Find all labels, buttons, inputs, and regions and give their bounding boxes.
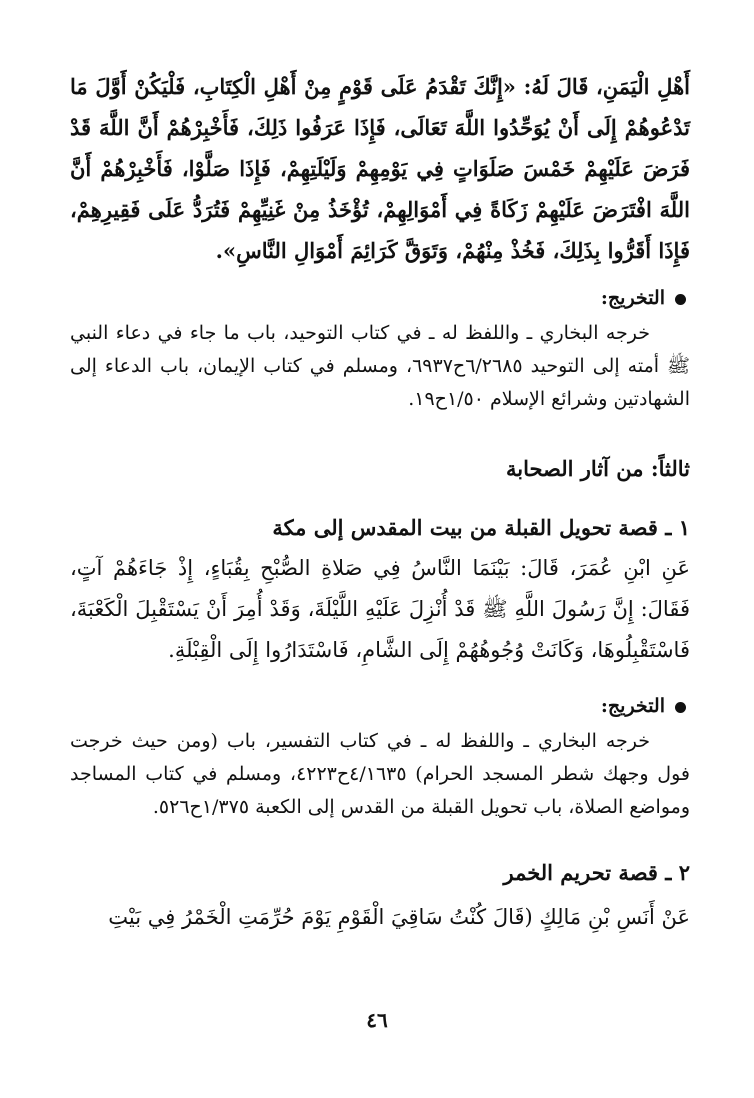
takhrij-paragraph: خرجه البخاري ـ واللفظ له ـ في كتاب التفسير، باب (ومن حيث خرجت فول وجهك شطر المسجد الحرام) ٤/١٦٣٥ح٤٢٢٣، ومسلم في كتاب المساجد ومواضع الصلاة، باب تحويل القبلة من القدس إلى الكعبة ١/٣٧٥ح٥٢٦. <box>70 730 690 818</box>
item-title: ٢ ـ قصة تحريم الخمر <box>503 860 690 885</box>
hadith-paragraph: عَنْ أَنَسِ بْنِ مَالِكٍ (قَالَ كُنْتُ سَاقِيَ الْقَوْمِ يَوْمَ حُرِّمَتِ الْخَمْرُ فِي بَيْتِ <box>108 905 690 929</box>
takhrij-heading-label: التخريج: <box>600 287 665 309</box>
hadith-paragraph: عَنِ ابْنِ عُمَرَ، قَالَ: بَيْنَمَا النَّاسُ فِي صَلاةِ الصُّبْحِ بِقُبَاءٍ، إِذْ جَاءَهُمْ آتٍ، فَقَالَ: إِنَّ رَسُولَ اللَّهِ ﷺ قَدْ أُنْزِلَ عَلَيْهِ اللَّيْلَةَ، وَقَدْ أُمِرَ أَنْ يَسْتَقْبِلَ الْكَعْبَةَ، فَاسْتَقْبِلُوهَا، وَكَانَتْ وُجُوهُهُمْ إِلَى الشَّامِ، فَاسْتَدَارُوا إِلَى الْقِبْلَةِ. <box>70 556 690 662</box>
page-body <box>70 66 690 938</box>
bullet-icon <box>675 294 686 305</box>
takhrij-heading <box>70 287 690 309</box>
bullet-icon <box>675 702 686 713</box>
item-title: ١ ـ قصة تحويل القبلة من بيت المقدس إلى مكة <box>272 515 690 540</box>
takhrij-heading <box>70 695 690 717</box>
takhrij-heading-label: التخريج: <box>600 695 665 717</box>
section-title: ثالثاً: من آثار الصحابة <box>505 456 690 481</box>
page-number: ٤٦ <box>366 1008 388 1032</box>
hadith-paragraph: أَهْلِ الْيَمَنِ، قَالَ لَهُ: «إِنَّكَ تَقْدَمُ عَلَى قَوْمٍ مِنْ أَهْلِ الْكِتَابِ، فَلْيَكُنْ أَوَّلَ مَا تَدْعُوهُمْ إِلَى أَنْ يُوَحِّدُوا اللَّهَ تَعَالَى، فَإِذَا عَرَفُوا ذَلِكَ، فَأَخْبِرْهُمْ أَنَّ اللَّهَ قَدْ فَرَضَ عَلَيْهِمْ خَمْسَ صَلَوَاتٍ فِي يَوْمِهِمْ وَلَيْلَتِهِمْ، فَإِذَا صَلَّوْا، فَأَخْبِرْهُمْ أَنَّ اللَّهَ افْتَرَضَ عَلَيْهِمْ زَكَاةً فِي أَمْوَالِهِمْ، تُؤْخَذُ مِنْ غَنِيِّهِمْ فَتُرَدُّ عَلَى فَقِيرِهِمْ، فَإِذَا أَقَرُّوا بِذَلِكَ، فَخُذْ مِنْهُمْ، وَتَوَقَّ كَرَائِمَ أَمْوَالِ النَّاسِ». <box>70 74 690 263</box>
takhrij-paragraph: خرجه البخاري ـ واللفظ له ـ في كتاب التوحيد، باب ما جاء في دعاء النبي ﷺ أمته إلى التوحيد ٦/٢٦٨٥ح٦٩٣٧، ومسلم في كتاب الإيمان، باب الدعاء إلى الشهادتين وشرائع الإسلام ١/٥٠ح١٩. <box>70 322 690 410</box>
